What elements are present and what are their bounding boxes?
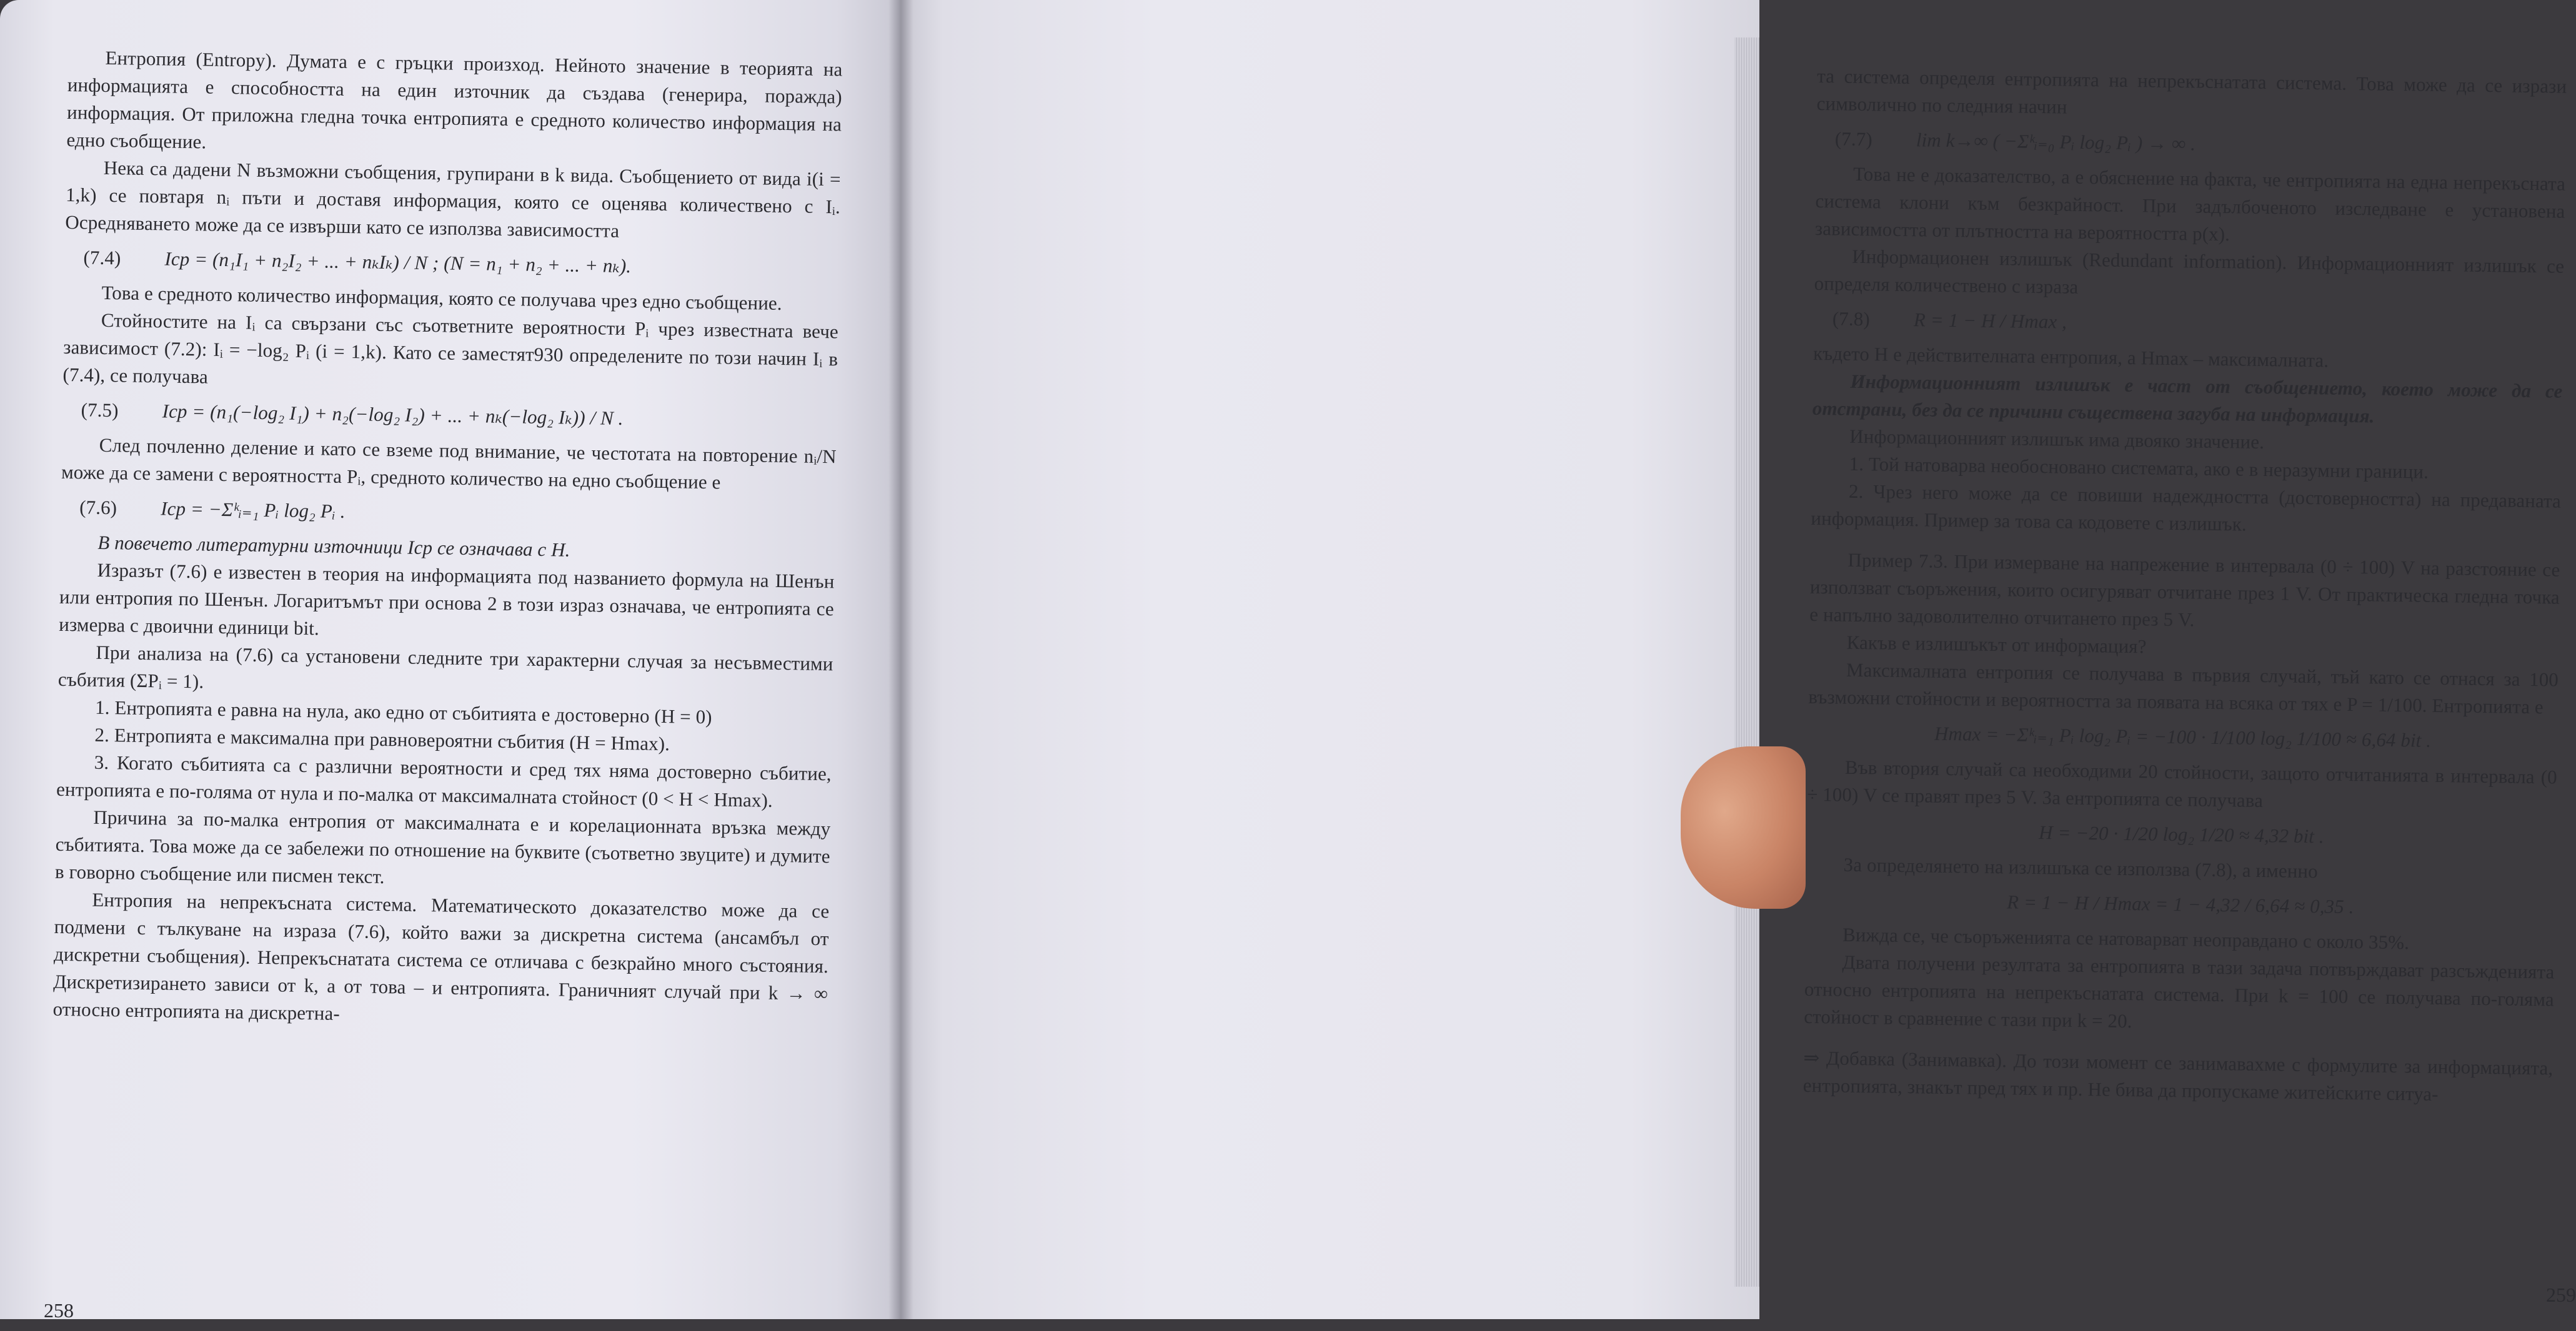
para-where: където H е действителната ентропия, а Hmax – максималната. (1813, 342, 2329, 372)
list-item-1: 1. Той натоварва необосновано системата, ако е в неразумни граници. (1849, 452, 2429, 483)
para-max-entropy: Максималната ентропия се получава в първия случай, тъй като се отнася за 100 възможни стойности и вероятността за появата на всяка от тях е P = 1/100. Ентропията е (1808, 658, 2559, 718)
equation-expression: Hmax = −Σᵏᵢ₌₁ Pᵢ log₂ Pᵢ = −100 · 1/100 log₂ 1/100 ≈ 6,64 bit . (1934, 722, 2432, 751)
right-page (900, 0, 2576, 1319)
para-entropy-def: Ентропия (Entropy). Думата е с гръцки произход. Нейното значение в теорията на информацията е способността на един източник да създава (генерира, поражда) информация. От приложна гледна точка ентропията е средното количество информация на едно съобщение. (66, 46, 843, 153)
list-item-2: 2. Ентропията е максимална при равновероятни събития (H = Hmax). (94, 723, 670, 755)
equation-expression: R = 1 − H / Hmax = 1 − 4,32 / 6,64 ≈ 0,35 . (2006, 891, 2354, 918)
equation-number: (7.4) (83, 246, 121, 269)
para-explanation: Това не е доказателство, а е обяснение на факта, че ентропията на една непрекъсната система клони към безкрайност. При задълбоченото изследване е установена зависимостта от плътността на вероятността p(x). (1814, 162, 2566, 245)
para-correlation: Причина за по-малка ентропия от максималната е и корелационната връзка между събитията. Това може да се забележи по отношение на буквите (съответно звуците) и думите в говорно съобщение или писмен текст. (54, 806, 831, 888)
page-number-right: 259 (2546, 1284, 2576, 1306)
para-continuation: та система определя ентропията на непрекъснатата система. Това може да се изрази символично по следния начин (1816, 64, 2567, 118)
equation-7-7 (1816, 121, 2567, 167)
equation-expression: Iср = (n₁I₁ + n₂I₂ + ... + nₖIₖ) / N ; (N = n₁ + n₂ + ... + nₖ). (164, 247, 632, 277)
para-dual-meaning: Информационният излишък има двояко значение. (1849, 425, 2265, 453)
para-redundancy-def: Информационният излишък е част от съобщението, което може да се отстрани, без да се причини съществена загуба на информация. (1812, 370, 2563, 427)
para-addition: ⇒ Добавка (Занимавка). До този момент се занимавахме с формулите за информацията, ентропията, знакът пред тях и пр. Не бива да пропускаме житейските ситуа- (1803, 1046, 2554, 1106)
para-average: Това е средното количество информация, която се получава чрез едно съобщение. (101, 281, 782, 314)
equation-number: (7.6) (79, 496, 117, 519)
para-second-case: Във втория случай са необходими 20 стойности, защото отчитанията в интервала (0 ÷ 100) V се правят през 5 V. За ентропията се получава (1807, 756, 2557, 812)
equation-number: (7.7) (1834, 127, 1873, 151)
equation-expression: Iср = (n₁(−log₂ I₁) + n₂(−log₂ I₂) + ... + nₖ(−log₂ Iₖ)) / N . (162, 400, 624, 430)
list-item-1: 1. Ентропията е равна на нула, ако едно от събитията е достоверно (H = 0) (94, 696, 712, 728)
equation-expression: R = 1 − H / Hmax , (1913, 309, 2067, 333)
book-spine (888, 0, 913, 1319)
para-question: Какъв е излишъкът от информация? (1846, 631, 2147, 658)
left-text-column (48, 0, 843, 1331)
para-notation: В повечето литературни източници Iср се означава с H. (97, 531, 570, 561)
page-number-left: 258 (44, 1299, 74, 1322)
page-edges (1734, 37, 1759, 1287)
list-item-3: 3. Когато събитията са с различни вероятности и сред тях няма достоверно събитие, ентропията е по-голяма от нула и по-малка от максималната стойност (0 < H < Hmax). (56, 751, 832, 811)
equation-r (1806, 882, 2556, 928)
list-item-2: 2. Чрез него може да се повиши надеждността (достоверността) на предаваната информация. Пример за това са кодовете с излишък. (1811, 480, 2562, 535)
right-text-column (1800, 0, 2568, 1330)
equation-expression: lim k→∞ ( −Σᵏᵢ₌₀ Pᵢ log₂ Pᵢ ) → ∞ . (1916, 129, 2196, 155)
para-probabilities: Стойностите на Iᵢ са свързани със съответните вероятности Pᵢ чрез известната вече зависимост (7.2): Iᵢ = −log₂ Pᵢ (i = 1,k). Като се заместят930 определените по този начин Iᵢ в (7.4), се получава (62, 309, 839, 388)
para-continuous-system: Ентропия на непрекъсната система. Математическото доказателство може да се подмени с тълкуване на израза (7.6), който важи за дискретна система (ансамбъл от дискретни съобщения). Непрекъснатата система се отличава с безкрайно много състояния. Дискретизирането зависи от k, а от това – и ентропията. Граничният случай при k → ∞ относно ентропията на дискретна- (52, 888, 830, 1025)
equation-number: (7.5) (81, 398, 119, 422)
equation-expression: H = −20 · 1/20 log₂ 1/20 ≈ 4,32 bit . (2038, 821, 2324, 848)
left-page (0, 0, 900, 1322)
equation-hmax (1808, 715, 2558, 760)
equation-expression: Iср = −Σᵏᵢ₌₁ Pᵢ log₂ Pᵢ . (160, 497, 346, 523)
para-example-7-3: Пример 7.3. При измерване на напрежение в интервала (0 ÷ 100) V на разстояние се използват съоръжения, които осигуряват отчитане през 1 V. От практическа гледна точка е напълно задоволително отчитането през 5 V. (1809, 548, 2560, 631)
equation-number: (7.8) (1832, 307, 1871, 330)
para-analysis: При анализа на (7.6) са установени следните три характерни случая за несъвместими събития (ΣPᵢ = 1). (57, 641, 833, 693)
para-results: Двата получени резултата за ентропията в тази задача потвърждават разсъжденията относно ентропията на непрекъснатата система. При k = 100 се получава по-голяма стойност в сравнение с тази при k = 20. (1804, 951, 2555, 1032)
para-messages: Нека са дадени N възможни съобщения, групирани в k вида. Съобщението от вида i(i = 1,k) се повтаря nᵢ пъти и доставя информация, която се оценява количествено с Iᵢ. Осредняването може да се извърши като се използва зависимостта (65, 156, 841, 242)
para-redundancy-calc: За определянето на излишъка се използва (7.8), а именно (1843, 853, 2319, 883)
equation-h (1806, 812, 2557, 858)
para-shannon: Изразът (7.6) е известен в теория на информацията под названието формула на Шенън или ентропия по Шенън. Логаритъмът при основа 2 в този израз означава, че ентропията се измерва с двоични единици bit. (59, 558, 835, 640)
equation-7-8 (1813, 301, 2564, 347)
para-division: След почленно деление и като се вземе под внимание, че честотата на повторение nᵢ/N може да се замени с вероятността Pᵢ, средното количество на едно съобщение е (61, 433, 837, 493)
para-redundant-info: Информационен излишък (Redundant information). Информационният излишък се определя количествено с израза (1814, 245, 2565, 298)
para-conclusion: Вижда се, че съоръженията се натоварват неоправдано с около 35%. (1842, 923, 2410, 954)
